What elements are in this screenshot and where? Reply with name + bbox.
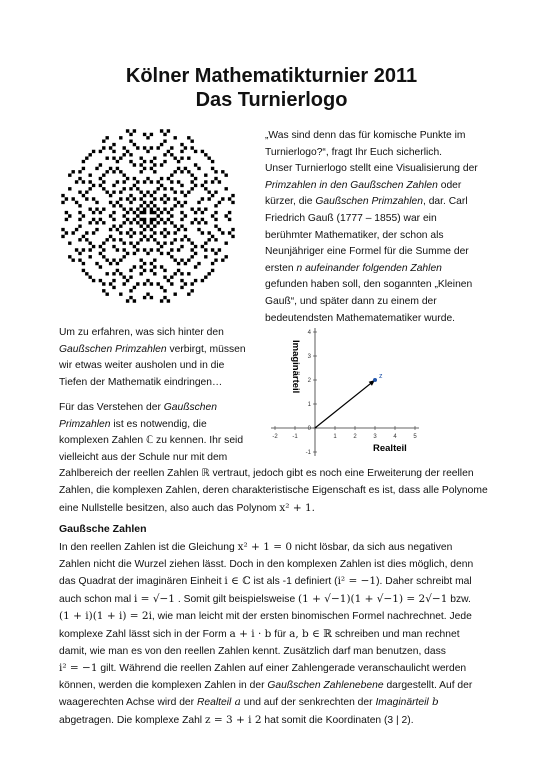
text-line: , dar. Carl [422, 196, 468, 208]
text-line: dargestellt. Auf der [383, 679, 473, 691]
emphasis: Gaußschen Primzahlen [315, 196, 423, 208]
math-expression: a, b ∈ ℝ [289, 627, 332, 640]
y-tick-label: 3 [307, 354, 311, 360]
x-tick-label: 4 [393, 434, 397, 440]
text-line: oder [437, 179, 462, 191]
section-heading: Gaußsche Zahlen [59, 523, 147, 535]
math-expression: z = 3 + i 2 [204, 713, 262, 726]
text-line: nicht lösbar, da sich aus negativen [292, 542, 453, 553]
chart-marks [315, 373, 383, 428]
y-tick-label: 4 [307, 330, 311, 336]
text-line: waagerechten Achse wird der [59, 697, 197, 709]
emphasis: Primzahlen [59, 418, 111, 430]
x-tick-label: -2 [272, 434, 278, 440]
vector-arrow [315, 380, 375, 428]
text-line: , wie man leicht mit der ersten binomischen Formel nachrechnet. Jede [151, 611, 472, 623]
emphasis: Gaußschen [163, 402, 217, 413]
math-expression: i ∈ ℂ [224, 575, 251, 588]
text-line: eine Nullstelle besitzen, also auch das Polynom [59, 502, 280, 514]
data-point [373, 378, 377, 382]
text-line: Zahlen nicht die Wurzel ziehen lässt. Doch in den komplexen Zahlen ist dies möglich, denn [59, 558, 474, 570]
math-expression: x² + 1. [279, 501, 315, 514]
text-line: gilt. Während die reellen Zahlen auf einer Zahlengerade veranschaulicht werden [97, 663, 467, 675]
text-line: verbirgt, müssen [166, 343, 246, 355]
text-line: berühmter Mathematiker, der schon als [265, 229, 444, 241]
page-subtitle: Das Turnierlogo [195, 89, 348, 111]
text-line: Für das Verstehen der [59, 402, 164, 413]
text-line: vielleicht aus der Schule nur mit dem [59, 451, 228, 463]
y-tick-label: 0 [307, 426, 311, 432]
y-tick-label: 2 [307, 378, 311, 384]
text-line: komplexen Zahlen ℂ zu kennen. Ihr seid [59, 435, 244, 447]
text-line: „Was sind denn das für komische Punkte im [265, 130, 466, 141]
text-line: damit, wie man es von den reellen Zahlen kennt. Zusätzlich darf man benutzen, dass [59, 645, 446, 657]
text-line: In den reellen Zahlen ist die Gleichung [59, 542, 238, 553]
text-line: kürzer, die [265, 196, 316, 208]
text-line: abgetragen. Die komplexe Zahl [59, 714, 205, 726]
math-expression: i² = −1 [337, 575, 377, 588]
text-line: das Quadrat der imaginären Einheit [59, 576, 225, 588]
page-title: Kölner Mathematikturnier 2011 [125, 65, 418, 87]
text-line: ist es notwendig, die [110, 418, 207, 430]
gaussian-primes-logo [58, 126, 238, 306]
section-body [59, 539, 473, 730]
text-line: Zahlbereich der reellen Zahlen ℝ vertraut, jedoch gibt es noch eine Erweiterung der reellen [59, 468, 474, 480]
text-line: ). Daher schreibt mal [376, 576, 472, 588]
text-line: Turnierlogo?“, fragt Ihr Euch sicherlich. [265, 146, 443, 158]
emphasis: Imaginärteil [375, 697, 429, 709]
text-line: komplexe Zahl lässt sich in der Form [59, 628, 230, 640]
left-paragraph [59, 325, 246, 391]
text-line: Friedrich Gauß (1777 – 1855) war ein [265, 212, 437, 224]
math-expression: a [231, 696, 241, 709]
text-line: Gauß“, und später dann zu einem der [265, 295, 437, 307]
y-tick-label: -1 [305, 450, 311, 456]
text-line: gefunden haben soll, den sogannten „Kleinen [265, 279, 473, 291]
text-line: ersten [265, 262, 297, 274]
y-axis-label: Imaginärteil [290, 340, 301, 394]
math-expression: x² + 1 = 0 [237, 541, 293, 553]
text-line: schreiben und man rechnet [331, 628, 460, 640]
math-expression: (1 + √−1)(1 + √−1) = 2√−1 [298, 592, 448, 605]
math-expression: i² = −1 [59, 662, 98, 675]
emphasis: Gaußschen Primzahlen [59, 343, 167, 355]
math-expression: b [428, 696, 439, 709]
x-tick-label: 2 [353, 434, 357, 440]
text-line: können, werden die komplexen Zahlen in der [59, 679, 268, 691]
emphasis: Gaußschen Zahlenebene [267, 679, 384, 691]
text-line: Unser Turnierlogo stellt eine Visualisierung der [265, 163, 478, 175]
x-tick-label: 3 [373, 434, 377, 440]
gaussian-prime-dots [61, 129, 234, 302]
emphasis: Primzahlen in den Gaußschen Zahlen [265, 179, 438, 191]
text-line: ist als -1 definiert ( [250, 576, 338, 588]
text-line: auch schon mal [59, 593, 134, 605]
x-axis-label: Realteil [373, 443, 407, 454]
complex-plane-chart [255, 318, 480, 463]
text-line: Zahlen, die komplexen Zahlen, deren charakteristische Eigenschaft es ist, dass alle Polynome [59, 484, 488, 496]
emphasis: Realteil [196, 697, 232, 709]
text-line: bedeutendsten Mathematematiker wurde. [265, 312, 456, 324]
x-tick-label: 1 [333, 434, 337, 440]
text-line: für [271, 628, 290, 640]
text-line: hat somit die Koordinaten (3 | 2). [261, 714, 414, 726]
text-line: wir etwas weiter ausholen und in die [59, 360, 225, 372]
text-line: . Somit gilt beispielsweise [175, 593, 299, 605]
point-label: z [379, 373, 383, 380]
math-expression: (1 + i)(1 + i) = 2i [59, 610, 152, 623]
text-line: und auf der senkrechten der [240, 697, 376, 709]
math-expression: i = √−1 [133, 592, 175, 605]
emphasis: n aufeinander folgenden Zahlen [296, 262, 442, 274]
text-line: bzw. [447, 593, 471, 605]
math-expression: a + i · b [229, 627, 272, 640]
text-line: Tiefen der Mathematik eindringen… [59, 376, 223, 388]
intro-paragraph [265, 128, 478, 327]
x-tick-label: -1 [292, 434, 298, 440]
text-line: Um zu erfahren, was sich hinter den [59, 327, 224, 338]
y-tick-label: 1 [307, 402, 311, 408]
text-line: Neunjähriger eine Formel für die Summe der [265, 246, 469, 258]
x-tick-label: 5 [413, 434, 417, 440]
